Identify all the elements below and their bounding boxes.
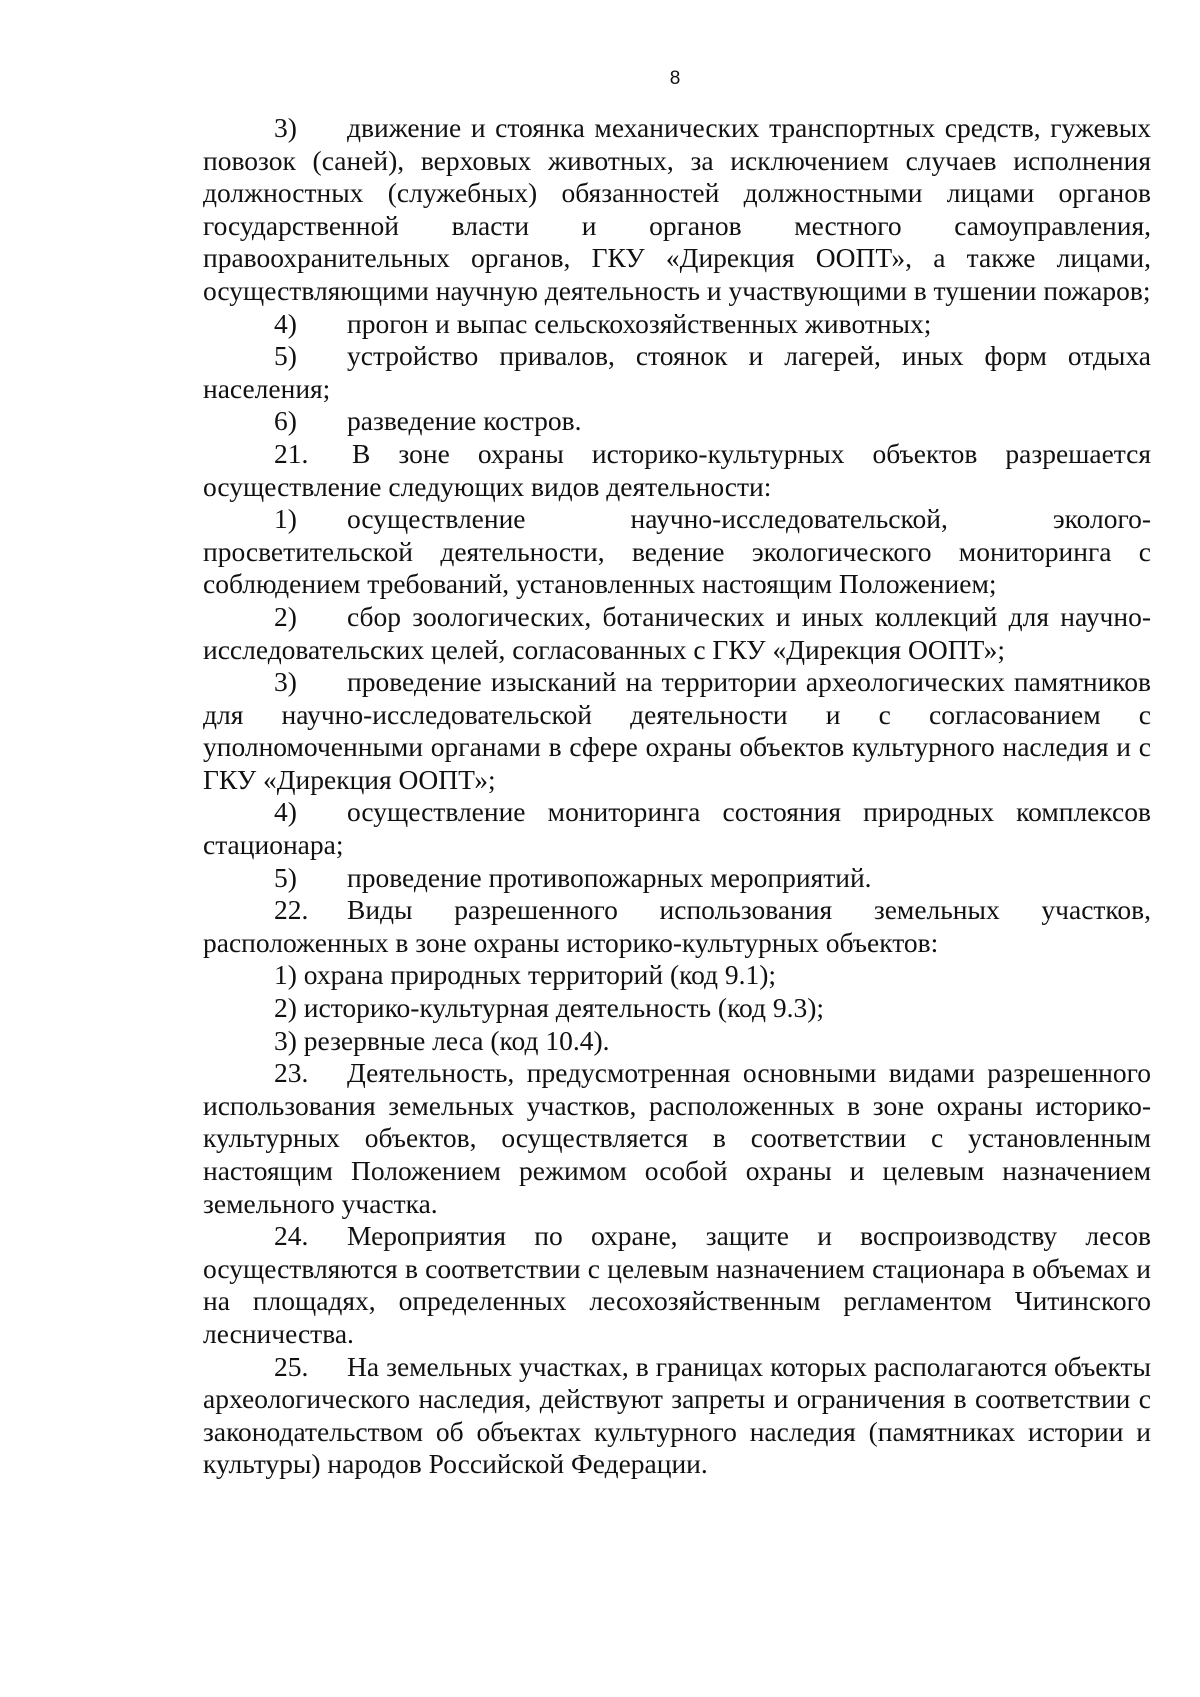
clause [203, 438, 1151, 503]
land-use-item: 1) охрана природных территорий (код 9.1); [274, 959, 777, 991]
clause [203, 1351, 1151, 1481]
item-text: движение и стоянка механических транспортных средств, гужевых повозок (саней), верховых животных, за исключением случаев исполнения должностных (служебных) обязанностей должностными лицами органов государственной власти и органов местного самоуправления, правоохранительных органов, ГКУ «Дирекция ООПТ», а также лицами, осуществляющими научную деятельность и участвующими в тушении пожаров; [203, 112, 1151, 306]
item-text: проведение противопожарных мероприятий. [347, 861, 872, 893]
land-use-item: 2) историко-культурная деятельность (код 9.3); [274, 992, 825, 1024]
item-number: 5) [274, 861, 297, 893]
item-text: сбор зоологических, ботанических и иных коллекций для научно-исследовательских целей, согласованных с ГКУ «Дирекция ООПТ»; [203, 600, 1151, 665]
page-number: 8 [669, 68, 681, 89]
item-number: 1) [274, 503, 297, 535]
list-item [203, 503, 1151, 601]
clause-text: На земельных участках, в границах которых располагаются объекты археологического наследия, действуют запреты и ограничения в соответствии с законодательством об объектах культурного наследия (памятниках истории и культуры) народов Российской Федерации. [203, 1350, 1151, 1480]
clause-number: 21. [274, 437, 309, 469]
clause [203, 1057, 1151, 1220]
list-item [203, 308, 1151, 341]
item-text: устройство привалов, стоянок и лагерей, иных форм отдыха населения; [203, 340, 1151, 404]
item-number: 5) [274, 340, 297, 372]
item-number: 4) [274, 796, 297, 828]
list-item [203, 666, 1151, 796]
list-item [203, 601, 1151, 666]
clause [203, 1220, 1151, 1350]
land-use-item: 3) резервные леса (код 10.4). [274, 1024, 610, 1056]
clause-number: 22. [274, 894, 309, 926]
item-number: 6) [274, 405, 297, 437]
list-item [203, 340, 1151, 405]
item-text: осуществление мониторинга состояния природных комплексов стационара; [203, 796, 1151, 861]
clause-number: 24. [274, 1220, 309, 1252]
list-item [203, 862, 1151, 895]
clause-text: Деятельность, предусмотренная основными видами разрешенного использования земельных участков, расположенных в зоне охраны историко-культурных объектов, осуществляется в соответствии с установленным настоящим Положением режимом особой охраны и целевым назначением земельного участка. [203, 1057, 1151, 1219]
clause-number: 23. [274, 1057, 309, 1089]
item-number: 3) [274, 666, 297, 698]
item-number: 3) [274, 112, 297, 143]
item-text: проведение изысканий на территории археологических памятников для научно-исследовательской деятельности и с согласованием с уполномоченными органами в сфере охраны объектов культурного наследия и с ГКУ «Дирекция ООПТ»; [203, 666, 1151, 795]
list-item [203, 112, 1151, 308]
item-text: разведение костров. [347, 405, 582, 437]
document-body [203, 112, 1151, 1481]
list-item [203, 405, 1151, 438]
item-number: 4) [274, 307, 297, 339]
clause-text: В зоне охраны историко-культурных объектов разрешается осуществление следующих видов деятельности: [203, 437, 1151, 502]
item-number: 2) [274, 600, 297, 632]
item-text: осуществление научно-исследовательской, эколого-просветительской деятельности, ведение экологического мониторинга с соблюдением требований, установленных настоящим Положением; [203, 503, 1151, 600]
clause-text: Виды разрешенного использования земельных участков, расположенных в зоне охраны историко-культурных объектов: [203, 894, 1151, 958]
item-text: прогон и выпас сельскохозяйственных животных; [347, 307, 932, 339]
clause-text: Мероприятия по охране, защите и воспроизводству лесов осуществляются в соответствии с целевым назначением стационара в объемах и на площадях, определенных лесохозяйственным регламентом Читинского лесничества. [203, 1220, 1151, 1349]
list-item [203, 796, 1151, 861]
clause [203, 894, 1151, 959]
clause-number: 25. [274, 1350, 309, 1382]
